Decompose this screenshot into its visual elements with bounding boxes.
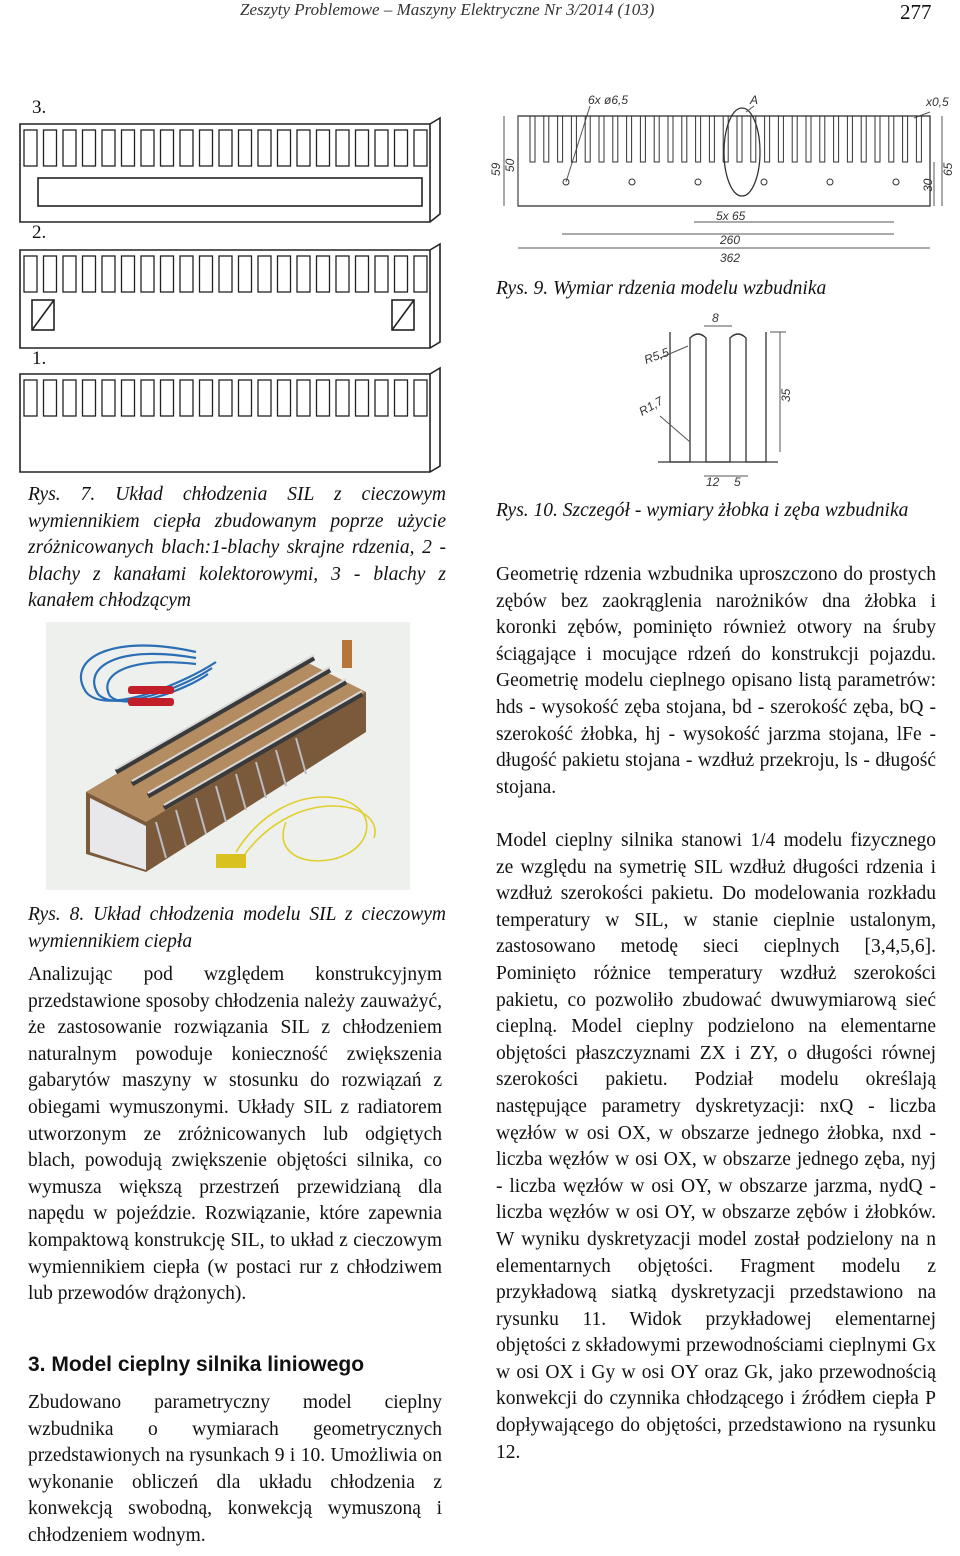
journal-title: Zeszyty Problemowe – Maszyny Elektryczne Nr 3/2014 (103) bbox=[240, 0, 655, 19]
lamination-slot bbox=[141, 256, 154, 292]
lamination-slot bbox=[414, 380, 427, 416]
core-slot bbox=[834, 116, 839, 162]
dim-holes: 6x ø6,5 bbox=[588, 93, 629, 107]
lamination-slot bbox=[122, 130, 135, 166]
lamination-slot bbox=[375, 130, 388, 166]
lamination-slot bbox=[180, 256, 193, 292]
right-paragraph-1: Geometrię rdzenia wzbudnika uproszczono do prostych zębów bez zaokrąglenia narożników dna żłobka i koronki zębów, pominięto również otwory na śruby ściągające i mocujące rdzeń do konstrukcji pojazdu. Geometrię modelu cieplnego opisano listą parametrów: hds - wysokość zęba stojana, bd - szerokość zęba, bQ - szerokość żłobka, hj - wysokość jarzma stojana, lFe - długość pakietu stojana - wzdłuż przekroju, ls - długość stojana. bbox=[496, 564, 936, 798]
fig7-label-1: 1. bbox=[32, 348, 47, 369]
core-slot bbox=[558, 116, 563, 162]
lamination-slot bbox=[317, 130, 330, 166]
lamination-slot bbox=[395, 130, 408, 166]
fig9-caption: Rys. 9. Wymiar rdzenia modelu wzbudnika bbox=[496, 278, 827, 299]
lamination-slot bbox=[297, 380, 310, 416]
bolt-hole bbox=[893, 179, 899, 185]
core-slot bbox=[571, 116, 576, 162]
dim-r17: R1,7 bbox=[636, 393, 666, 419]
lamination-slot bbox=[161, 380, 174, 416]
lamination-slot bbox=[102, 130, 115, 166]
dim-362: 362 bbox=[720, 251, 741, 265]
section-3-heading: 3. Model cieplny silnika liniowego bbox=[28, 1353, 365, 1376]
lamination-slot bbox=[219, 130, 232, 166]
lamination-slot bbox=[24, 256, 37, 292]
dim-30: 30 bbox=[921, 178, 935, 192]
lamination-slot bbox=[219, 380, 232, 416]
core-slot bbox=[599, 116, 604, 162]
lamination-slot bbox=[278, 130, 291, 166]
lamination-slot bbox=[414, 256, 427, 292]
lamination-slot bbox=[122, 380, 135, 416]
core-slot bbox=[709, 116, 714, 162]
core-slot bbox=[792, 116, 797, 162]
lamination-slot bbox=[336, 256, 349, 292]
lamination-slot bbox=[83, 380, 96, 416]
lamination-slot bbox=[336, 130, 349, 166]
lamination-slot bbox=[83, 256, 96, 292]
lamination-slot bbox=[297, 256, 310, 292]
dim-r55: R5,5 bbox=[642, 344, 671, 367]
lamination-slot bbox=[375, 380, 388, 416]
core-slot bbox=[847, 116, 852, 162]
core-slot bbox=[820, 116, 825, 162]
lamination-slot bbox=[122, 256, 135, 292]
lamination-slot bbox=[161, 256, 174, 292]
page-header bbox=[0, 0, 960, 40]
core-slot bbox=[544, 116, 549, 162]
lamination-slot bbox=[317, 380, 330, 416]
lamination-slot bbox=[239, 130, 252, 166]
dim-pitch: 5x 65 bbox=[716, 209, 746, 223]
core-slot bbox=[806, 116, 811, 162]
core-slot bbox=[654, 116, 659, 162]
core-slot bbox=[696, 116, 701, 162]
lamination-slot bbox=[83, 130, 96, 166]
core-slot bbox=[682, 116, 687, 162]
lamination-slot bbox=[102, 380, 115, 416]
lamination-slot bbox=[102, 256, 115, 292]
lamination-slot bbox=[395, 380, 408, 416]
lamination-slot bbox=[395, 256, 408, 292]
core-slot bbox=[916, 116, 921, 162]
lamination-slot bbox=[200, 256, 213, 292]
core-slot bbox=[889, 116, 894, 162]
core-slot bbox=[903, 116, 908, 162]
fig7-label-3: 3. bbox=[32, 97, 47, 118]
dim-8: 8 bbox=[712, 311, 719, 325]
core-slot bbox=[627, 116, 632, 162]
core-slot bbox=[737, 116, 742, 162]
core-slot bbox=[668, 116, 673, 162]
core-slot bbox=[875, 116, 880, 162]
lamination-slot bbox=[141, 130, 154, 166]
lamination-slot bbox=[200, 380, 213, 416]
lamination-slot bbox=[239, 256, 252, 292]
dim-detail-a: A bbox=[750, 93, 759, 107]
lamination-slot bbox=[258, 256, 271, 292]
bolt-hole bbox=[629, 179, 635, 185]
fig9-core-drawing bbox=[490, 92, 956, 272]
dim-59: 59 bbox=[489, 162, 503, 176]
bolt-hole bbox=[695, 179, 701, 185]
lamination-slot bbox=[63, 256, 76, 292]
lamination-slot bbox=[44, 130, 57, 166]
lamination-slot bbox=[141, 380, 154, 416]
core-slot bbox=[613, 116, 618, 162]
lamination-slot bbox=[336, 380, 349, 416]
core-slot bbox=[640, 116, 645, 162]
bolt-hole bbox=[827, 179, 833, 185]
fig8-caption: Rys. 8. Układ chłodzenia modelu SIL z cieczowym wymiennikiem ciepła bbox=[28, 904, 446, 952]
dim-50: 50 bbox=[503, 158, 517, 172]
dim-chamfer: x0,5 bbox=[926, 95, 949, 109]
lamination-slot bbox=[297, 130, 310, 166]
lamination-slot bbox=[161, 130, 174, 166]
lamination-slot bbox=[239, 380, 252, 416]
left-paragraph: Analizując pod względem konstrukcyjnym przedstawione sposoby chłodzenia należy zauważyć, że zastosowanie rozwiązania SIL z chłodzeniem naturalnym powoduje konieczność zwiększenia gabarytów maszyny w stosunku do rozwiązań z obiegami wymuszonymi. Układy SIL z radiatorem utworzonym ze zróżnicowanych lub odgiętych blach, powodują zwiększenie objętości silnika, co wymusza większą przestrzeń przewidzianą dla napędu w pojeździe. Rozwiązanie, które zapewnia kompaktową konstrukcję SIL, to układ z cieczowym wymiennikiem ciepła (w postaci rur z chłodziwem lub przewodów drążonych). bbox=[28, 964, 442, 1305]
lamination-slot bbox=[180, 130, 193, 166]
lamination-slot bbox=[258, 380, 271, 416]
fig7-label-2: 2. bbox=[32, 222, 47, 243]
lamination-slot bbox=[278, 380, 291, 416]
lamination-slot bbox=[180, 380, 193, 416]
lamination-slot bbox=[317, 256, 330, 292]
core-slot bbox=[585, 116, 590, 162]
core-slot bbox=[778, 116, 783, 162]
lamination-slot bbox=[44, 256, 57, 292]
lamination-slot bbox=[24, 130, 37, 166]
lamination-slot bbox=[200, 130, 213, 166]
fig10-slot-detail bbox=[636, 311, 800, 489]
dim-5: 5 bbox=[734, 475, 741, 489]
fig10-caption: Rys. 10. Szczegół - wymiary żłobka i zęba wzbudnika bbox=[496, 500, 909, 521]
lamination-slot bbox=[414, 130, 427, 166]
lamination-slot bbox=[24, 380, 37, 416]
lamination-slot bbox=[63, 130, 76, 166]
core-slot bbox=[861, 116, 866, 162]
fig8-photo bbox=[46, 622, 410, 890]
lamination-slot bbox=[63, 380, 76, 416]
dim-12: 12 bbox=[706, 475, 720, 489]
page-number: 277 bbox=[900, 0, 932, 24]
core-slot bbox=[530, 116, 535, 162]
lamination-slot bbox=[219, 256, 232, 292]
dim-65: 65 bbox=[941, 162, 955, 176]
lamination-slot bbox=[258, 130, 271, 166]
dim-35: 35 bbox=[779, 388, 793, 402]
core-slot bbox=[765, 116, 770, 162]
section-3-paragraph: Zbudowano parametryczny model cieplny wzbudnika o wymiarach geometrycznych przedstawionych na rysunkach 9 i 10. Umożliwia on wykonanie obliczeń dla układu chłodzenia z konwekcją swobodną, konwekcją wymuszoną i chłodzeniem wodnym. bbox=[28, 1392, 442, 1546]
lamination-slot bbox=[356, 130, 369, 166]
bolt-hole bbox=[761, 179, 767, 185]
lamination-slot bbox=[375, 256, 388, 292]
fig7-laminations-drawing bbox=[16, 118, 446, 468]
dim-260: 260 bbox=[720, 233, 741, 247]
fig7-caption: Rys. 7. Układ chłodzenia SIL z cieczowym wymiennikiem ciepła zbudowanym poprze użycie zróżnicowanych blach:1-blachy skrajne rdzenia, 2 - blachy z kanałami kolektorowymi, 3 - blachy z kanałem chłodzącym bbox=[28, 484, 446, 612]
lamination-slot bbox=[356, 256, 369, 292]
lamination-slot bbox=[44, 380, 57, 416]
lamination-slot bbox=[356, 380, 369, 416]
lamination-slot bbox=[278, 256, 291, 292]
right-paragraph-2: Model cieplny silnika stanowi 1/4 modelu fizycznego ze względu na symetrię SIL wzdłuż długości rdzenia i wzdłuż szerokości pakietu. Do modelowania rozkładu temperatury w SIL, w stanie cieplnie ustalonym, zastosowano metodę sieci cieplnych [3,4,5,6]. Pominięto różnice temperatury wzdłuż szerokości pakietu, co pozwoliło zbudować dwuwymiarową sieć cieplną. Model cieplny podzielono na elementarne objętości płaszczyznami ZX i ZY, o długości równej szerokości pakietu. Podział modelu określają następujące parametry dyskretyzacji: nxQ - liczba węzłów w osi OX, w obszarze jednego żłobka, nxd - liczba węzłów w osi OX, w obszarze jednego zęba, nyj - liczba węzłów w osi OY, w obszarze jarzma, nydQ - liczba węzłów w osi OY, w obszarze zębów i żłobków. W wyniku dyskretyzacji model został podzielony na n elementarnych objętości. Fragment modelu z przykładową siatką dyskretyzacji przedstawiono na rysunku 11. Widok przykładowej elementarnej objętości z składowymi przewodnościami cieplnymi Gx w osi OX i Gy w osi OY oraz Gk, jako przewodnością konwekcji do czynnika chłodzącego i źródłem ciepła P dopływającego do objętości, przedstawiono na rysunku 12. bbox=[496, 830, 936, 1463]
